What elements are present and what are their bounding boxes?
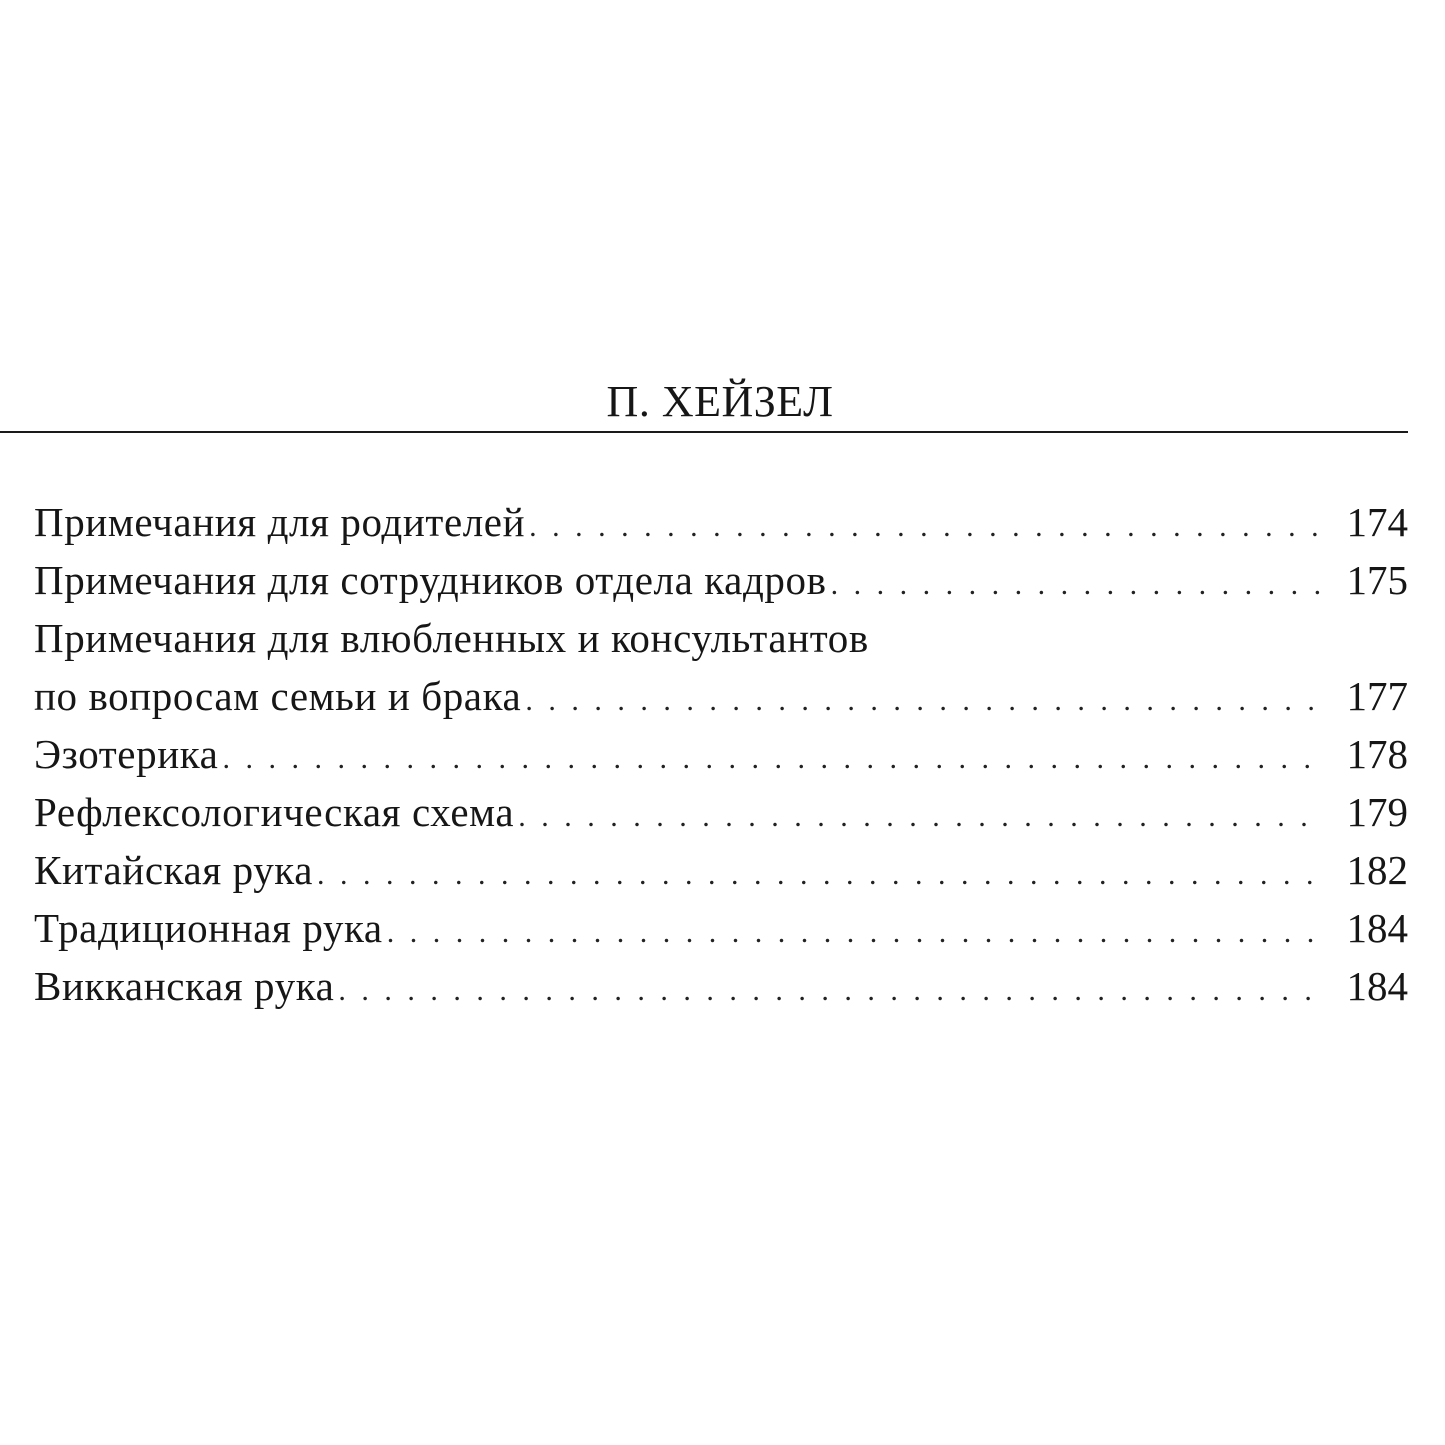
toc-entry bbox=[34, 841, 1408, 899]
toc-entry-page: 184 bbox=[1346, 963, 1408, 1009]
toc-entry-title: Традиционная рука bbox=[34, 905, 383, 951]
toc-entry-page: 178 bbox=[1346, 731, 1408, 777]
toc-entry bbox=[34, 957, 1408, 1015]
toc-entry-page: 184 bbox=[1346, 905, 1408, 951]
running-header bbox=[0, 372, 1408, 432]
toc-entry bbox=[34, 725, 1408, 783]
toc-entry bbox=[34, 899, 1408, 957]
toc-entry-page: 182 bbox=[1346, 847, 1408, 893]
dot-leader bbox=[317, 846, 1320, 904]
toc-entry bbox=[34, 667, 1408, 725]
dot-leader bbox=[338, 962, 1320, 1020]
toc-entry-page: 177 bbox=[1346, 673, 1408, 719]
toc-entry-title: Эзотерика bbox=[34, 731, 219, 777]
table-of-contents bbox=[34, 493, 1408, 1015]
toc-entry bbox=[34, 551, 1408, 609]
toc-entry-title: Викканская рука bbox=[34, 963, 335, 1009]
dot-leader bbox=[831, 556, 1320, 614]
toc-entry bbox=[34, 609, 1408, 667]
dot-leader bbox=[525, 672, 1320, 730]
dot-leader bbox=[387, 904, 1320, 962]
toc-entry-title: по вопросам семьи и брака bbox=[34, 673, 522, 719]
toc-entry bbox=[34, 783, 1408, 841]
dot-leader bbox=[518, 788, 1320, 846]
dot-leader bbox=[222, 730, 1320, 788]
toc-entry-page: 175 bbox=[1346, 557, 1408, 603]
dot-leader bbox=[529, 498, 1320, 556]
toc-entry-page: 179 bbox=[1346, 789, 1408, 835]
header-rule bbox=[0, 431, 1408, 433]
toc-entry-title: Примечания для сотрудников отдела кадров bbox=[34, 557, 827, 603]
toc-entry-page: 174 bbox=[1346, 499, 1408, 545]
toc-entry-title: Примечания для влюбленных и консультантов bbox=[34, 615, 869, 661]
toc-entry bbox=[34, 493, 1408, 551]
author-header: П. ХЕЙЗЕЛ bbox=[606, 377, 834, 426]
toc-entry-title: Китайская рука bbox=[34, 847, 314, 893]
toc-entry-title: Примечания для родителей bbox=[34, 499, 526, 545]
toc-entry-title: Рефлексологическая схема bbox=[34, 789, 515, 835]
